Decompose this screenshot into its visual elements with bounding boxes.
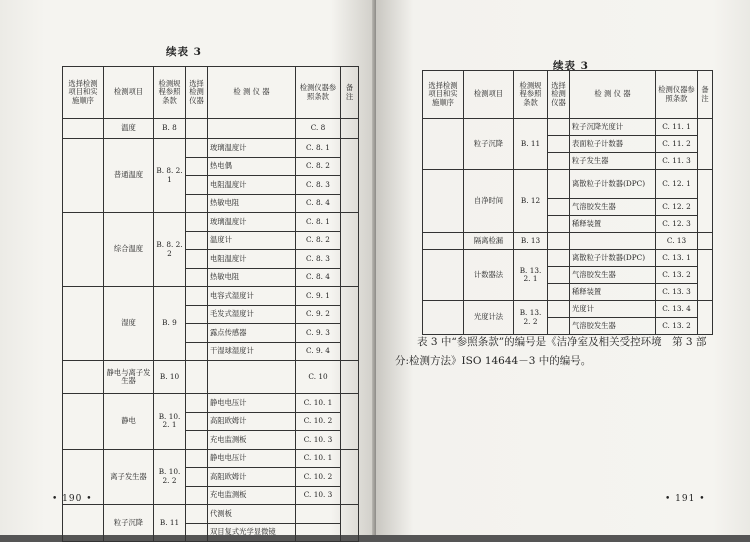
empty-cell — [63, 287, 104, 361]
table-row — [63, 213, 359, 232]
table-cell: 干湿球湿度计 — [208, 342, 296, 361]
table-cell: C. 13. 1 — [656, 250, 698, 267]
header-procedure-clause: 检测规程参照条款 — [154, 67, 186, 119]
table-cell: 电容式湿度计 — [208, 287, 296, 306]
header-test-item: 检测项目 — [464, 71, 514, 119]
table-cell: B. 10 — [154, 361, 186, 394]
empty-cell — [548, 119, 570, 136]
table-cell: C. 10. 3 — [296, 486, 341, 505]
table-cell: C. 10. 2 — [296, 468, 341, 487]
header-test-item: 检测项目 — [104, 67, 154, 119]
empty-cell — [423, 301, 464, 335]
table-row — [423, 301, 713, 318]
table-cell: B. 10. 2. 2 — [154, 449, 186, 505]
left-page-number: • 190 • — [52, 494, 93, 504]
empty-cell — [63, 361, 104, 394]
table-cell: 离散粒子计数器(DPC) — [570, 170, 656, 199]
table-cell: C. 9. 2 — [296, 305, 341, 324]
empty-cell — [186, 250, 208, 269]
empty-cell — [423, 250, 464, 301]
table-cell: 温度计 — [208, 231, 296, 250]
table-cell: B. 13. 2. 2 — [514, 301, 548, 335]
table-cell: 气溶胶发生器 — [570, 318, 656, 335]
table-cell: 光度计 — [570, 301, 656, 318]
table-cell: 电阻温度计 — [208, 176, 296, 195]
table-row — [423, 170, 713, 199]
table-cell: 粒子沉降光度计 — [570, 119, 656, 136]
header-select-instrument: 选择检测仪器 — [548, 71, 570, 119]
table-cell: C. 8. 3 — [296, 250, 341, 269]
table-cell: B. 8. 2. 2 — [154, 213, 186, 287]
table-row — [63, 505, 359, 524]
table-cell — [208, 361, 296, 394]
empty-cell — [186, 505, 208, 524]
table-cell: 综合温度 — [104, 213, 154, 287]
empty-cell — [186, 361, 208, 394]
table-cell: B. 12 — [514, 170, 548, 233]
table-cell: 玻璃温度计 — [208, 139, 296, 158]
empty-cell — [698, 170, 713, 233]
header-select-instrument: 选择检测仪器 — [186, 67, 208, 119]
table-cell: C. 8 — [296, 119, 341, 139]
header-instrument-clause: 检测仪器参照条款 — [656, 71, 698, 119]
left-page — [0, 0, 376, 535]
empty-cell — [63, 213, 104, 287]
header-instrument: 检 测 仪 器 — [208, 67, 296, 119]
table-cell: C. 10. 1 — [296, 394, 341, 413]
header-remarks: 备注 — [341, 67, 359, 119]
empty-cell — [186, 412, 208, 431]
header-remarks: 备注 — [698, 71, 713, 119]
table-row — [63, 449, 359, 468]
table-cell — [208, 119, 296, 139]
empty-cell — [698, 119, 713, 170]
empty-cell — [698, 250, 713, 301]
table-row — [63, 119, 359, 139]
empty-cell — [423, 119, 464, 170]
empty-cell — [186, 394, 208, 413]
table-cell: C. 13. 3 — [656, 284, 698, 301]
table-cell: 静电 — [104, 394, 154, 450]
header-instrument-clause: 检测仪器参照条款 — [296, 67, 341, 119]
empty-cell — [186, 268, 208, 287]
table-cell: C. 8. 4 — [296, 268, 341, 287]
table-cell: 高阻欧姆计 — [208, 468, 296, 487]
table-cell: 露点传感器 — [208, 324, 296, 343]
right-page-number: • 191 • — [665, 494, 706, 504]
right-table-title: 续表 3 — [553, 60, 589, 72]
table-cell: C. 8. 2 — [296, 231, 341, 250]
table-cell: C. 10. 1 — [296, 449, 341, 468]
empty-cell — [548, 216, 570, 233]
empty-cell — [341, 361, 359, 394]
table-cell: C. 12. 1 — [656, 170, 698, 199]
empty-cell — [341, 287, 359, 361]
empty-cell — [341, 505, 359, 542]
empty-cell — [548, 233, 570, 250]
table-cell: 充电监测板 — [208, 486, 296, 505]
empty-cell — [548, 153, 570, 170]
empty-cell — [186, 231, 208, 250]
left-header-row — [63, 67, 359, 119]
table-row — [63, 394, 359, 413]
empty-cell — [186, 194, 208, 213]
right-table — [422, 70, 713, 335]
table-cell: 充电监测板 — [208, 431, 296, 450]
empty-cell — [341, 449, 359, 505]
table-cell: 热敏电阻 — [208, 194, 296, 213]
empty-cell — [341, 394, 359, 450]
table-cell: 离子发生器 — [104, 449, 154, 505]
table-cell: 静电电压计 — [208, 394, 296, 413]
table-cell: 气溶胶发生器 — [570, 199, 656, 216]
empty-cell — [186, 157, 208, 176]
table-cell: 双目复式光学显微镜 — [208, 523, 296, 542]
empty-cell — [186, 486, 208, 505]
empty-cell — [186, 449, 208, 468]
table-cell: 稀释装置 — [570, 216, 656, 233]
empty-cell — [186, 324, 208, 343]
empty-cell — [548, 284, 570, 301]
table-cell: 气溶胶发生器 — [570, 267, 656, 284]
table-cell: C. 11. 3 — [656, 153, 698, 170]
empty-cell — [186, 431, 208, 450]
table-cell: 湿度 — [104, 287, 154, 361]
empty-cell — [548, 267, 570, 284]
left-table — [62, 66, 359, 542]
empty-cell — [341, 139, 359, 213]
table-cell: C. 8. 2 — [296, 157, 341, 176]
table-cell: C. 10 — [296, 361, 341, 394]
table-cell: C. 10. 3 — [296, 431, 341, 450]
table-cell: C. 13 — [656, 233, 698, 250]
table-cell: 温度 — [104, 119, 154, 139]
table-cell: 粒子沉降 — [104, 505, 154, 542]
empty-cell — [548, 199, 570, 216]
table-cell: C. 11. 2 — [656, 136, 698, 153]
empty-cell — [548, 136, 570, 153]
table-cell: C. 13. 2 — [656, 267, 698, 284]
table-cell: C. 8. 3 — [296, 176, 341, 195]
table-cell: C. 11. 1 — [656, 119, 698, 136]
empty-cell — [186, 287, 208, 306]
table-cell: 表面粒子计数器 — [570, 136, 656, 153]
empty-cell — [186, 305, 208, 324]
table-row — [423, 233, 713, 250]
table-cell: 代测板 — [208, 505, 296, 524]
table-row — [423, 250, 713, 267]
table-cell: C. 13. 4 — [656, 301, 698, 318]
table-cell: 自净时间 — [464, 170, 514, 233]
table-cell: 普通温度 — [104, 139, 154, 213]
table-cell: 玻璃温度计 — [208, 213, 296, 232]
header-procedure-clause: 检测规程参照条款 — [514, 71, 548, 119]
empty-cell — [186, 176, 208, 195]
right-header-row — [423, 71, 713, 119]
table-row — [63, 287, 359, 306]
empty-cell — [63, 394, 104, 450]
empty-cell — [63, 505, 104, 542]
empty-cell — [548, 301, 570, 318]
table-cell: C. 9. 4 — [296, 342, 341, 361]
empty-cell — [548, 318, 570, 335]
table-cell: C. 8. 1 — [296, 139, 341, 158]
empty-cell — [698, 233, 713, 250]
table-cell: C. 8. 4 — [296, 194, 341, 213]
empty-cell — [63, 139, 104, 213]
left-table-title: 续表 3 — [166, 46, 202, 58]
table-cell: B. 11 — [154, 505, 186, 542]
header-instrument: 检 测 仪 器 — [570, 71, 656, 119]
table-cell: 计数器法 — [464, 250, 514, 301]
table-row — [63, 139, 359, 158]
empty-cell — [548, 250, 570, 267]
table-cell: C. 10. 2 — [296, 412, 341, 431]
table-cell — [570, 233, 656, 250]
empty-cell — [186, 139, 208, 158]
header-select-item: 选择检测项目和实施顺序 — [423, 71, 464, 119]
table-cell: B. 9 — [154, 287, 186, 361]
table-cell — [296, 505, 341, 524]
empty-cell — [186, 213, 208, 232]
empty-cell — [698, 301, 713, 335]
table-note: 表 3 中“参照条款”的编号是《洁净室及相关受控环境 第 3 部分:检测方法》ISO 14644－3 中的编号。 — [395, 336, 707, 367]
empty-cell — [341, 213, 359, 287]
table-cell: C. 9. 1 — [296, 287, 341, 306]
table-cell: B. 13. 2. 1 — [514, 250, 548, 301]
table-cell: C. 13. 2 — [656, 318, 698, 335]
empty-cell — [186, 523, 208, 542]
header-select-item: 选择检测项目和实施顺序 — [63, 67, 104, 119]
empty-cell — [423, 233, 464, 250]
table-cell: C. 12. 3 — [656, 216, 698, 233]
table-cell: 光度计法 — [464, 301, 514, 335]
table-cell: 隔离检漏 — [464, 233, 514, 250]
table-cell: C. 8. 1 — [296, 213, 341, 232]
table-cell: B. 13 — [514, 233, 548, 250]
table-cell: 毛发式湿度计 — [208, 305, 296, 324]
empty-cell — [548, 170, 570, 199]
table-cell: 高阻欧姆计 — [208, 412, 296, 431]
empty-cell — [63, 119, 104, 139]
empty-cell — [341, 119, 359, 139]
table-cell: 粒子发生器 — [570, 153, 656, 170]
table-cell: C. 12. 2 — [656, 199, 698, 216]
empty-cell — [186, 119, 208, 139]
table-cell: 离散粒子计数器(DPC) — [570, 250, 656, 267]
table-cell: B. 11 — [514, 119, 548, 170]
table-cell: 静电电压计 — [208, 449, 296, 468]
table-cell: B. 8. 2. 1 — [154, 139, 186, 213]
table-cell: 稀释装置 — [570, 284, 656, 301]
table-cell: 热敏电阻 — [208, 268, 296, 287]
table-cell: C. 9. 3 — [296, 324, 341, 343]
table-cell — [296, 523, 341, 542]
table-cell: 热电偶 — [208, 157, 296, 176]
table-cell: 电阻温度计 — [208, 250, 296, 269]
table-cell: 静电与离子发生器 — [104, 361, 154, 394]
empty-cell — [186, 342, 208, 361]
table-cell: B. 10. 2. 1 — [154, 394, 186, 450]
table-row — [63, 361, 359, 394]
table-cell: 粒子沉降 — [464, 119, 514, 170]
table-row — [423, 119, 713, 136]
table-cell: B. 8 — [154, 119, 186, 139]
empty-cell — [423, 170, 464, 233]
empty-cell — [186, 468, 208, 487]
